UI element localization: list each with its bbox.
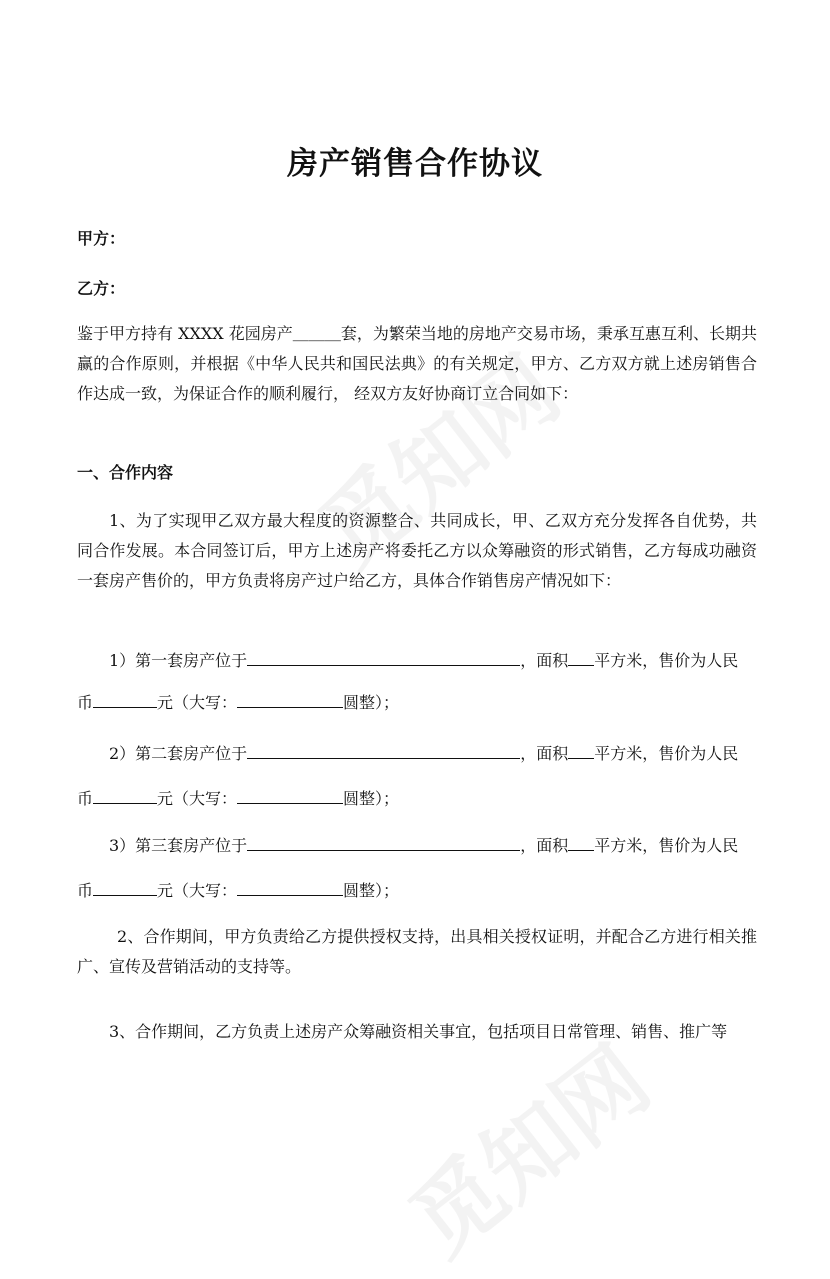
price-blank	[93, 786, 157, 804]
uppercase-amount-blank	[237, 690, 343, 708]
price-label: 平方米，售价为人民	[594, 836, 739, 855]
area-blank	[568, 833, 594, 851]
area-blank	[568, 648, 594, 666]
property-label: 2）第二套房产位于	[109, 744, 248, 763]
location-blank	[247, 648, 520, 666]
section-heading: 一、合作内容	[77, 463, 174, 482]
location-blank	[247, 741, 520, 759]
yuan-label: 元（大写：	[157, 789, 238, 808]
uppercase-amount-blank	[237, 786, 343, 804]
yuan-label: 元（大写：	[157, 693, 238, 712]
watermark	[379, 1011, 672, 1279]
area-label: ，面积	[520, 836, 569, 855]
party-a-label: 甲方：	[77, 229, 126, 248]
area-label: ，面积	[520, 651, 569, 670]
price-line	[77, 878, 399, 901]
property-line	[109, 741, 738, 764]
yuan-end-label: 圆整）；	[343, 693, 400, 712]
price-line	[77, 786, 399, 809]
uppercase-amount-blank	[237, 878, 343, 896]
area-blank	[568, 741, 594, 759]
currency-label: 币	[77, 693, 94, 712]
clause-3-paragraph: 3、合作期间，乙方负责上述房产众筹融资相关事宜，包括项目日常管理、销售、推广等	[109, 1022, 728, 1041]
currency-label: 币	[77, 881, 94, 900]
price-label: 平方米，售价为人民	[594, 651, 739, 670]
property-line	[109, 648, 738, 671]
yuan-end-label: 圆整）；	[343, 789, 400, 808]
area-label: ，面积	[520, 744, 569, 763]
yuan-label: 元（大写：	[157, 881, 238, 900]
location-blank	[247, 833, 520, 851]
preamble-paragraph: 鉴于甲方持有 XXXX 花园房产＿＿＿套，为繁荣当地的房地产交易市场，秉承互惠互利、长期共赢的合作原则，并根据《中华人民共和国民法典》的有关规定，甲方、乙方双方就上述房销售合作达成一致，为保证合作的顺利履行， 经双方友好协商订立合同如下：	[77, 324, 757, 403]
price-blank	[93, 690, 157, 708]
price-blank	[93, 878, 157, 896]
property-label: 3）第三套房产位于	[109, 836, 248, 855]
price-line	[77, 690, 399, 713]
price-label: 平方米，售价为人民	[594, 744, 739, 763]
property-label: 1）第一套房产位于	[109, 651, 248, 670]
clause-1-paragraph: 1、为了实现甲乙双方最大程度的资源整合、共同成长，甲、乙双方充分发挥各自优势，共同合作发展。本合同签订后，甲方上述房产将委托乙方以众筹融资的形式销售，乙方每成功融资一套房产售价的，甲方负责将房产过户给乙方，具体合作销售房产情况如下：	[77, 511, 757, 590]
yuan-end-label: 圆整）；	[343, 881, 400, 900]
property-line	[109, 833, 738, 856]
currency-label: 币	[77, 789, 94, 808]
clause-2-paragraph: 2、合作期间，甲方负责给乙方提供授权支持，出具相关授权证明，并配合乙方进行相关推广、宣传及营销活动的支持等。	[77, 927, 757, 976]
party-b-label: 乙方：	[77, 279, 126, 298]
document-title: 房产销售合作协议	[287, 146, 543, 182]
